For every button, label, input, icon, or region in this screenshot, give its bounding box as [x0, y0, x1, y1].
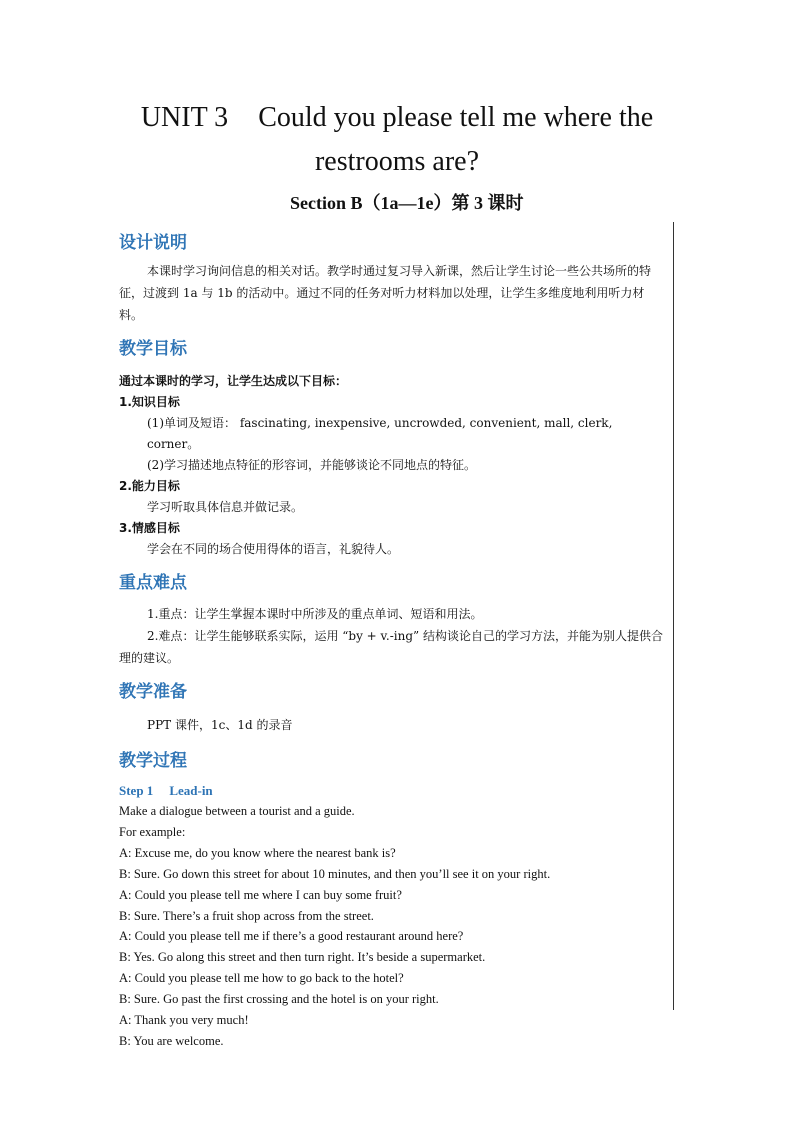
page-title: [100, 96, 694, 184]
dialogue-line: B: Sure. Go down this street for about 10 minutes, and then you’ll see it on your right.: [119, 866, 551, 881]
heading-key-points: 重点难点: [119, 573, 187, 593]
dialogue-line: A: Could you please tell me if there’s a good restaurant around here?: [119, 929, 464, 944]
dialogue: [119, 801, 667, 1052]
content: [119, 230, 667, 1052]
heading-goals: 教学目标: [119, 339, 187, 359]
dialogue-line: Make a dialogue between a tourist and a guide.: [119, 804, 355, 818]
knowledge-label: 1.知识目标: [119, 395, 180, 409]
title-unit: UNIT 3: [140, 102, 229, 133]
step-label: Step 1: [119, 783, 154, 798]
key-point-2: 2.难点：让学生能够联系实际，运用 “by + v.-ing” 结构谈论自己的学习方法，并能为别人提供合理的建议。: [119, 629, 663, 665]
dialogue-line: B: Yes. Go along this street and then turn right. It’s beside a supermarket.: [119, 950, 486, 965]
title-line-2: restrooms are?: [314, 146, 480, 177]
knowledge-item-1: (1)单词及短语： fascinating, inexpensive, uncrowded, convenient, mall, clerk, corner。: [147, 416, 613, 451]
ability-label: 2.能力目标: [119, 479, 180, 493]
margin-rule: [673, 222, 674, 1010]
dialogue-line: B: Sure. There’s a fruit shop across from the street.: [119, 908, 374, 923]
knowledge-item-2: (2)学习描述地点特征的形容词，并能够谈论不同地点的特征。: [147, 458, 477, 472]
dialogue-line: A: Excuse me, do you know where the nearest bank is?: [119, 845, 396, 860]
dialogue-line: A: Could you please tell me where I can buy some fruit?: [119, 887, 402, 902]
emotion-label: 3.情感目标: [119, 521, 180, 535]
heading-design: 设计说明: [119, 233, 187, 253]
design-text: 本课时学习询问信息的相关对话。教学时通过复习导入新课，然后让学生讨论一些公共场所的特征，过渡到 1a 与 1b 的活动中。通过不同的任务对听力材料加以处理，让学生多维度地利用听力材料。: [119, 264, 652, 322]
goals-intro: 通过本课时的学习，让学生达成以下目标：: [119, 374, 348, 388]
ability-item: 学习听取具体信息并做记录。: [147, 500, 304, 514]
dialogue-line: A: Thank you very much!: [119, 1013, 249, 1028]
dialogue-line: A: Could you please tell me how to go back to the hotel?: [119, 971, 404, 986]
heading-prep: 教学准备: [119, 682, 187, 702]
title-line-1: Could you please tell me where the: [258, 102, 654, 133]
step-1-heading: [119, 780, 667, 801]
emotion-item: 学会在不同的场合使用得体的语言，礼貌待人。: [147, 542, 400, 556]
heading-process: 教学过程: [119, 751, 187, 771]
dialogue-line: B: Sure. Go past the first crossing and the hotel is on your right.: [119, 992, 439, 1007]
prep-text: PPT 课件，1c、1d 的录音: [147, 718, 293, 732]
step-name: Lead-in: [169, 783, 213, 798]
page-subtitle: Section B（1a—1e）第 3 课时: [290, 193, 524, 213]
key-point-1: 1.重点：让学生掌握本课时中所涉及的重点单词、短语和用法。: [147, 607, 483, 621]
dialogue-line: For example:: [119, 824, 186, 839]
dialogue-line: B: You are welcome.: [119, 1033, 224, 1048]
